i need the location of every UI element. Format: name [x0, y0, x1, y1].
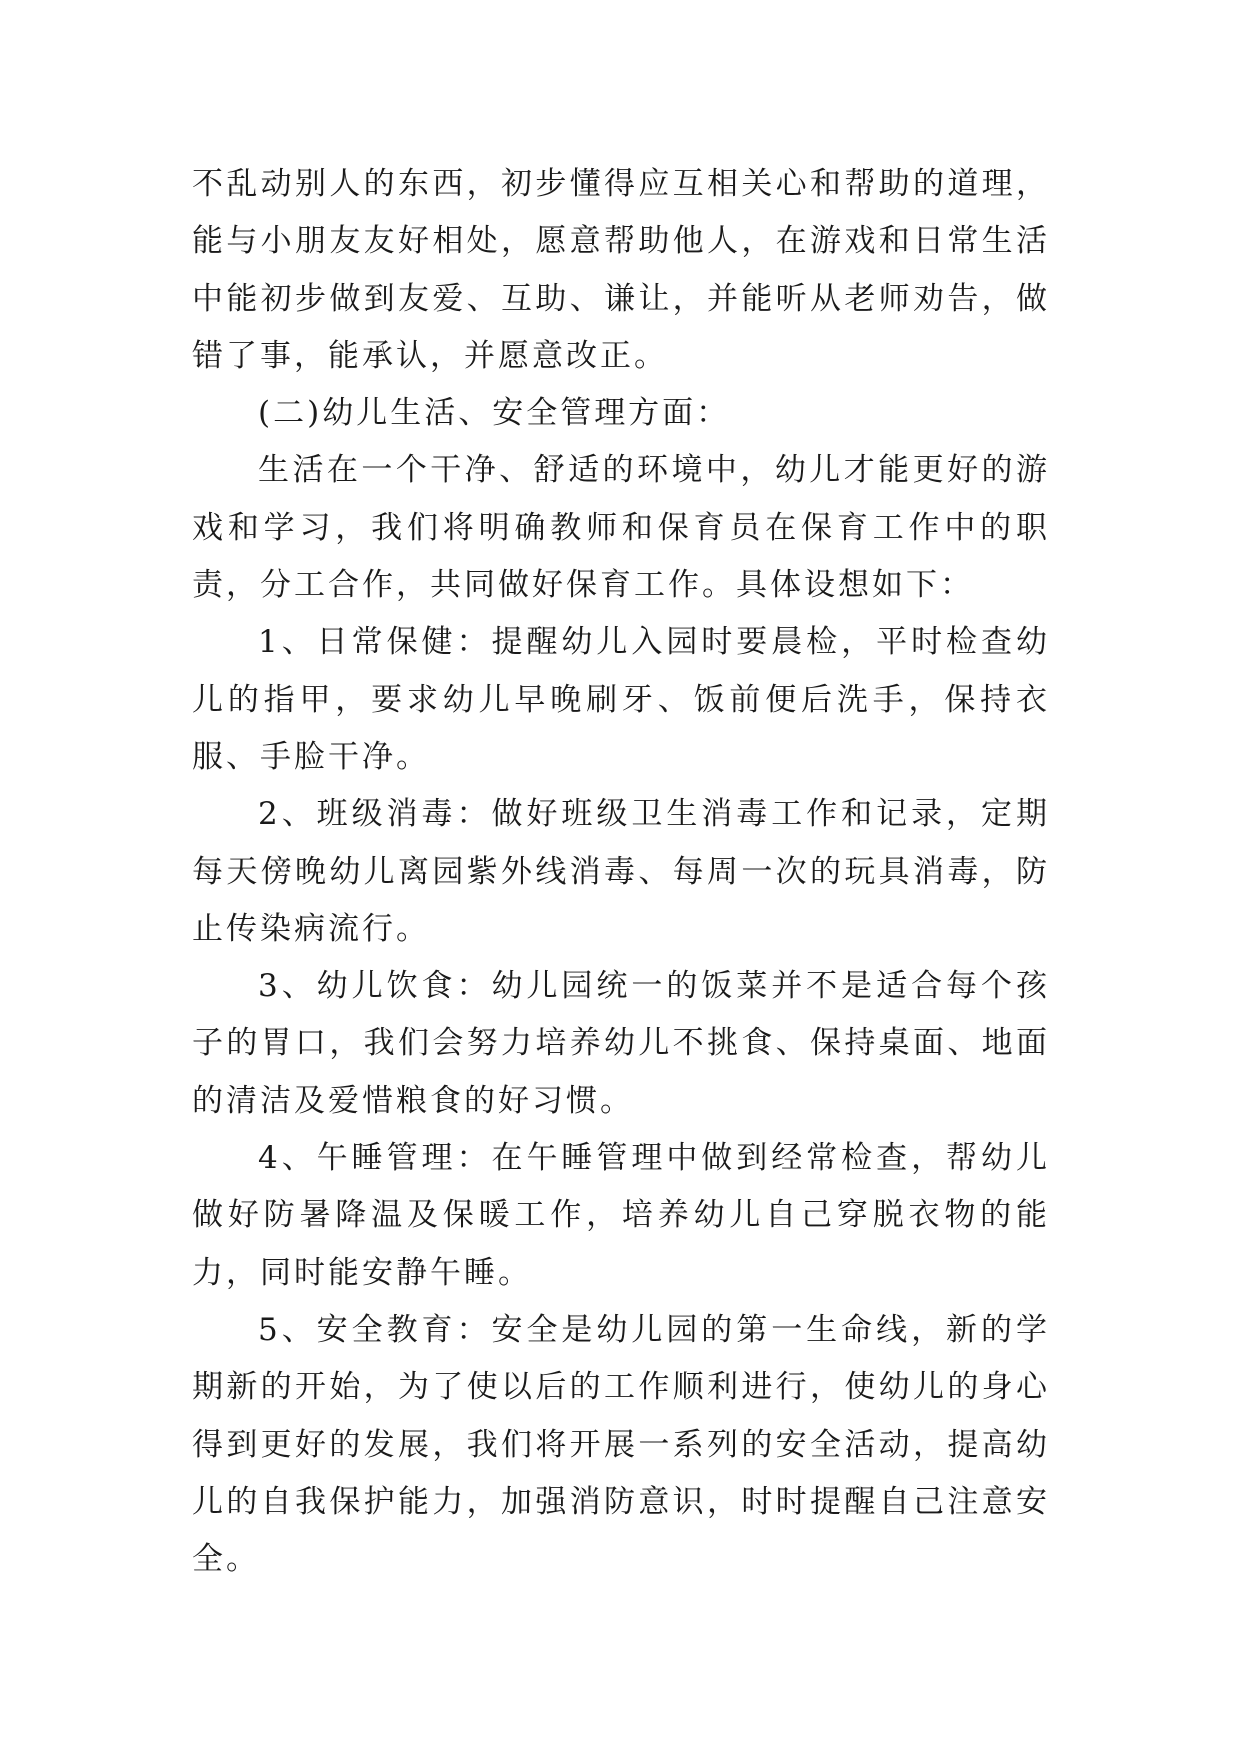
section-heading: (二)幼儿生活、安全管理方面： — [258, 395, 731, 432]
paragraph-item-5: 5、安全教育：安全是幼儿园的第一生命线，新的学期新的开始，为了使以后的工作顺利进行，使幼儿的身心得到更好的发展，我们将开展一系列的安全活动，提高幼儿的自我保护能力，加强消防意识，时时提醒自己注意安全。 — [192, 1311, 1050, 1578]
paragraph-item-1: 1、日常保健：提醒幼儿入园时要晨检，平时检查幼儿的指甲，要求幼儿早晚刷牙、饭前便后洗手，保持衣服、手脸干净。 — [192, 624, 1050, 775]
document-body — [192, 156, 1050, 1588]
paragraph-item-2: 2、班级消毒：做好班级卫生消毒工作和记录，定期每天傍晚幼儿离园紫外线消毒、每周一次的玩具消毒，防止传染病流行。 — [192, 796, 1050, 947]
paragraph-item-3: 3、幼儿饮食：幼儿园统一的饭菜并不是适合每个孩子的胃口，我们会努力培养幼儿不挑食、保持桌面、地面的清洁及爱惜粮食的好习惯。 — [192, 968, 1050, 1119]
paragraph-intro: 生活在一个干净、舒适的环境中，幼儿才能更好的游戏和学习，我们将明确教师和保育员在保育工作中的职责，分工合作，共同做好保育工作。具体设想如下： — [192, 452, 1050, 604]
paragraph-continued: 不乱动别人的东西，初步懂得应互相关心和帮助的道理，能与小朋友友好相处，愿意帮助他人，在游戏和日常生活中能初步做到友爱、互助、谦让，并能听从老师劝告，做错了事，能承认，并愿意改正。 — [192, 166, 1050, 374]
paragraph-item-4: 4、午睡管理：在午睡管理中做到经常检查，帮幼儿做好防暑降温及保暖工作，培养幼儿自己穿脱衣物的能力，同时能安静午睡。 — [192, 1140, 1050, 1291]
